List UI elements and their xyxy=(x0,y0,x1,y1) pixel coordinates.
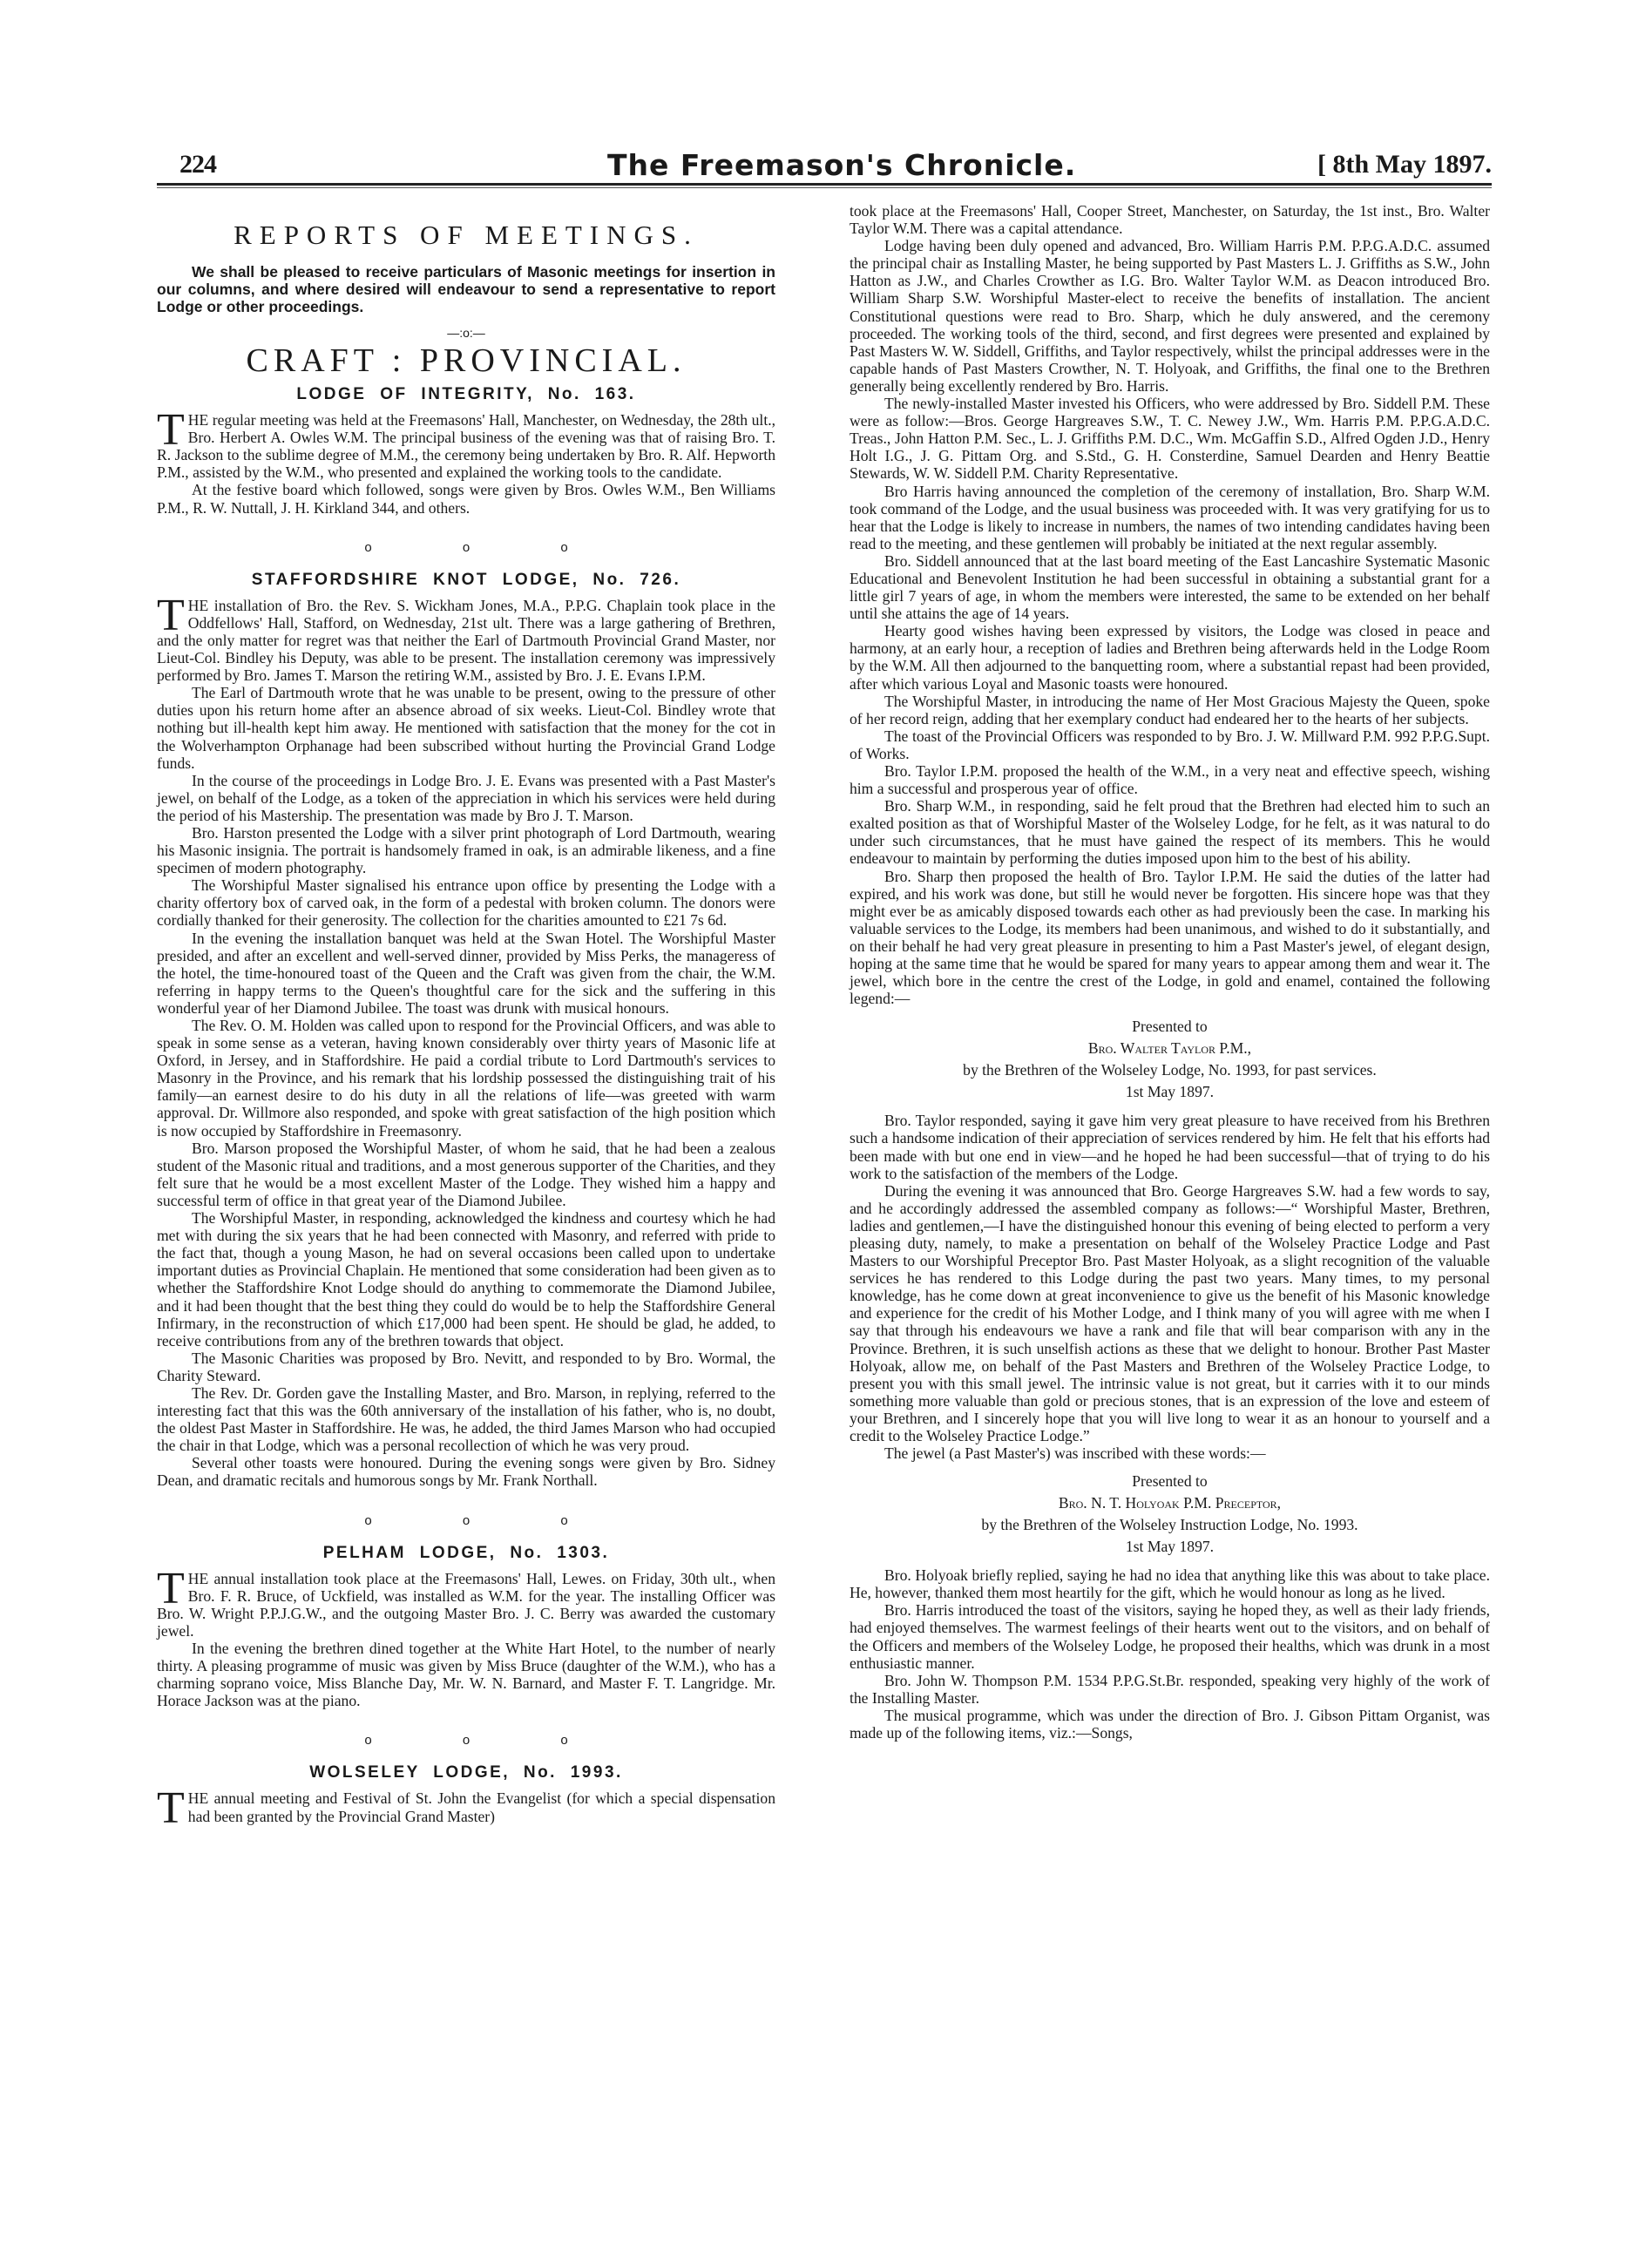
drop-cap: T xyxy=(157,1563,185,1613)
article-paragraph: In the course of the proceedings in Lodge Bro. J. E. Evans was presented with a Past Master's jewel, on behalf of the Lodge, as a token of the appreciation in which his services were held during the period of his Mastership. The presentation was made by Bro J. T. Marson. xyxy=(157,771,775,824)
section-ornament: o o o xyxy=(364,1733,612,1749)
editorial-notice: We shall be pleased to receive particulars of Masonic meetings for insertion in our columns, and where desired will endeavour to send a representative to report Lodge or other proceedings. xyxy=(157,263,775,315)
article-paragraph: The Rev. Dr. Gorden gave the Installing Master, and Bro. Marson, in replying, referred to the interesting fact that this was the 60th anniversary of the installation of his father, who is, no doubt, the oldest Past Master in Staffordshire. He was, he added, the third James Marson who had occupied the chair in that Lodge, which was a personal recollection of which he was very proud. xyxy=(157,1383,775,1455)
craft-provincial-title: CRAFT : PROVINCIAL. xyxy=(246,342,687,380)
article-paragraph: Bro. Harston presented the Lodge with a silver print photograph of Lord Dartmouth, wearing his Masonic insignia. The portrait is handsomely framed in oak, is an admirable likeness, and a fine specimen of modern photography. xyxy=(157,823,775,877)
article-paragraph: In the evening the brethren dined together at the White Hart Hotel, to the number of nearly thirty. A pleasing programme of music was given by Miss Bruce (daughter of the W.M.), who has a charming soprano voice, Miss Blanche Day, Mr. W. N. Barnard, and Master F. T. Langridge. Mr. Horace Jackson was at the piano. xyxy=(157,1640,775,1710)
column-right xyxy=(850,202,1490,1742)
article-paragraph: THE annual meeting and Festival of St. John the Evangelist (for which a special dispensation had been granted by the Provincial Grand Master) xyxy=(157,1783,775,1834)
newspaper-title: The Freemason's Chronicle. xyxy=(607,148,1077,182)
article-pelham-lodge xyxy=(157,1544,775,1710)
article-paragraph: The Worshipful Master signalised his entrance upon office by presenting the Lodge with a charity offertory box of carved oak, in the form of a pedestal with broken column. The donors were cordially thanked for their generosity. The collection for the charities amounted to £21 7s 6d. xyxy=(157,876,775,930)
article-paragraph: Bro. Sharp then proposed the health of Bro. Taylor I.P.M. He said the duties of the latter had expired, and his work was done, but still he would never be forgotten. His sincere hope was that they might ever be as amicably disposed towards each other as had previously been the case. In marking his valuable services to the Lodge, its members had been unanimous, and wished to do it substantially, and on their behalf he had very great pleasure in presenting to him a Past Master's jewel, of elegant design, hoping at the same time that he would be spared for many years to appear among them and wear it. The jewel, which bore in the centre the crest of the Lodge, in gold and enamel, contained the following legend:— xyxy=(850,867,1490,1008)
article-paragraph: Bro Harris having announced the completion of the ceremony of installation, Bro. Sharp W.M. took command of the Lodge, and the usual business was proceeded with. It was very gratifying for us to hear that the Lodge is likely to increase in numbers, the names of two intending candidates having been read to the meeting, and these gentlemen will probably be initiated at the next regular assembly. xyxy=(850,482,1490,552)
article-paragraph: Bro. Siddell announced that at the last board meeting of the East Lancashire Systematic Masonic Educational and Benevolent Institution he had been successful in obtaining a substantial grant for a little girl 7 years of age, in whom the members were interested, the same to be extended on her behalf until she attains the age of 14 years. xyxy=(850,551,1490,623)
article-paragraph: THE annual installation took place at the Freemasons' Hall, Lewes. on Friday, 30th ult., when Bro. F. R. Bruce, of Uckfield, was installed as W.M. for the year. The installing Officer was Bro. W. Wright P.P.J.G.W., and the outgoing Master Bro. J. C. Berry was awarded the customary jewel. xyxy=(157,1563,775,1640)
article-paragraph: In the evening the installation banquet was held at the Swan Hotel. The Worshipful Master presided, and after an excellent and well-served dinner, provided by Miss Perks, the manageress of the hotel, the time-honoured toast of the Queen and the Craft was given from the chair, the W.M. referring in happy terms to the Queen's thoughtful care for the sick and the suffering in this wonderful year of her Diamond Jubilee. The toast was drunk with musical honours. xyxy=(157,929,775,1017)
article-paragraph: During the evening it was announced that Bro. George Hargreaves S.W. had a few words to say, and he accordingly addressed the assembled company as follows:—“ Worshipful Master, Brethren, ladies and gentlemen,—I have the distinguished honour this evening of being elected to perform a very pleasing duty, namely, to make a presentation on behalf of the Wolseley Practice Lodge and Past Masters to our Worshipful Preceptor Bro. Past Master Holyoak, as a slight recognition of the valuable services he has rendered to this Lodge during the past two years. Many times, to my personal knowledge, has he come down at great inconvenience to give us the benefit of his Masonic knowledge and experience for the credit of his Mother Lodge, and I think many of you will agree with me when I say that through his endeavours we have a rank and file that will bear comparison with any in the Province. Brethren, it is such unselfish actions as these that we delight to honour. Brother Past Master Holyoak, allow me, on behalf of the Past Masters and Brethren of the Wolseley Practice Lodge, to present you with this small jewel. The intrinsic value is not great, but it carries with it to our minds something more valuable than gold or precious stones, that is an expression of the love and esteem of your Brethren, and I sincerely hope that you will live long to wear it as an honour to yourself and a credit to the Wolseley Practice Lodge.” xyxy=(850,1181,1490,1444)
article-paragraph: took place at the Freemasons' Hall, Cooper Street, Manchester, on Saturday, the 1st inst., Bro. Walter Taylor W.M. There was a capital attendance. xyxy=(850,202,1490,238)
article-paragraph: Hearty good wishes having been expressed by visitors, the Lodge was closed in peace and harmony, at an early hour, a reception of ladies and Brethren being afterwards held in the Lodge Room by the W.M. All then adjourned to the banquetting room, where a substantial repast had been provided, after which various Loyal and Masonic toasts were honoured. xyxy=(850,622,1490,693)
article-title: STAFFORDSHIRE KNOT LODGE, No. 726. xyxy=(251,570,681,589)
article-paragraph: Bro. Marson proposed the Worshipful Master, of whom he said, that he had been a zealous student of the Masonic ritual and traditions, and a most generous supporter of the Charities, and they felt sure that he would be a most excellent Master of the Lodge. They wished him a happy and successful term of office in that great year of the Diamond Jubilee. xyxy=(157,1139,775,1209)
article-paragraph: The newly-installed Master invested his Officers, who were addressed by Bro. Siddell P.M. These were as follow:—Bros. George Hargreaves S.W., T. C. Newey J.W., Wm. Harris P.M. P.P.G.A.D.C. Treas., John Hatton P.M. Sec., L. J. Griffiths P.M. D.C., Wm. McGaffin S.D., Alfred Ogden J.D., Henry Holt I.G., J. G. Pittam Org. and S.Std., G. H. Consterdine, Samuel Dearden and Henry Beattie Stewards, W. W. Siddell P.M. Charity Representative. xyxy=(850,395,1490,483)
article-paragraph: The Earl of Dartmouth wrote that he was unable to be present, owing to the pressure of other duties upon his return home after an absence abroad of six weeks. Lieut-Col. Bindley wrote that nothing but ill-health kept him away. He mentioned with satisfaction that the money for the cot in the Wolverhampton Orphanage had been subscribed without hurting the Provincial Grand Lodge funds. xyxy=(157,684,775,772)
article-paragraph: Lodge having been duly opened and advanced, Bro. William Harris P.M. P.P.G.A.D.C. assumed the principal chair as Installing Master, he being supported by Past Masters L. J. Griffiths as S.W., John Hatton as J.W., and Charles Crowther as I.G. Bro. Walter Taylor W.M. as Deacon introduced Bro. William Sharp S.W. Worshipful Master-elect to receive the benefits of installation. The ancient Constitutional questions were read to Bro. Sharp, which he duly answered, and the ceremony proceeded. The working tools of the third, second, and first degrees were presented and explained by Past Masters W. W. Siddell, Griffiths, and Taylor respectively, whilst the principal addresses were in the capable hands of Past Masters Crowther, N. T. Holyoak, and Griffiths, the final one to the Brethren generally being excellently rendered by Bro. Harris. xyxy=(850,237,1490,395)
jewel-inscription-holyoak: Presented to Bro. N. T. Holyoak P.M. Preceptor, by the Brethren of the Wolseley Instruction Lodge, No. 1993. 1st May 1897. xyxy=(981,1472,1358,1556)
masthead xyxy=(157,148,1492,188)
article-wolseley-lodge xyxy=(157,1763,775,1834)
article-title: WOLSELEY LODGE, No. 1993. xyxy=(309,1763,623,1782)
page-number: 224 xyxy=(179,150,216,179)
article-paragraph: The Masonic Charities was proposed by Bro. Nevitt, and responded to by Bro. Wormal, the Charity Steward. xyxy=(157,1349,775,1384)
article-paragraph: Bro. Harris introduced the toast of the visitors, saying he hoped they, as well as their lady friends, had enjoyed themselves. The warmest feelings of their hearts went out to the visitors, and on behalf of the Officers and members of the Wolseley Lodge, he proposed their healths, which was drunk in a most enthusiastic manner. xyxy=(850,1601,1490,1672)
article-paragraph: The Rev. O. M. Holden was called upon to respond for the Provincial Officers, and was able to speak in some sense as a veteran, having known considerably over thirty years of Masonic life at Oxford, in Jersey, and in Staffordshire. He paid a cordial tribute to Lord Dartmouth's services to Masonry in the Province, and his remark that his lordship possessed the distinguishing trait of his family—an earnest desire to do his duty in all the relations of life—was greeted with warm approval. Dr. Willmore also responded, and spoke with great satisfaction of the high position which is now occupied by Staffordshire in Freemasonry. xyxy=(157,1017,775,1140)
article-paragraph: Bro. Holyoak briefly replied, saying he had no idea that anything like this was about to take place. He, however, thanked them most heartily for the gift, which he would honour as long as he lived. xyxy=(850,1566,1490,1602)
drop-cap: T xyxy=(157,1783,185,1834)
article-paragraph: The Worshipful Master, in responding, acknowledged the kindness and courtesy which he had met with during the six years that he had been connected with Masonry, and referred with pride to the fact that, though a young Mason, he had on several occasions been called upon to undertake important duties as Provincial Chaplain. He mentioned that some consideration had been given as to whether the Staffordshire Knot Lodge should do anything to commemorate the Diamond Jubilee, and it had been thought that the best thing they could do would be to help the Staffordshire General Infirmary, in the reconstruction of which £17,000 had been spent. He should be glad, he added, to receive contributions from any of the brethren towards that object. xyxy=(157,1209,775,1349)
article-paragraph: The jewel (a Past Master's) was inscribed with these words:— xyxy=(884,1444,1266,1463)
article-paragraph: The Worshipful Master, in introducing the name of Her Most Gracious Majesty the Queen, spoke of her record reign, adding that her exemplary conduct had endeared her to the hearts of her subjects. xyxy=(850,692,1490,727)
section-ornament: o o o xyxy=(364,1512,612,1528)
article-paragraph: THE installation of Bro. the Rev. S. Wickham Jones, M.A., P.P.G. Chaplain took place in the Oddfellows' Hall, Stafford, on Wednesday, 21st ult. There was a large gathering of Brethren, and the only matter for regret was that neither the Earl of Dartmouth Provincial Grand Master, nor Lieut-Col. Bindley his Deputy, was able to be present. The installation ceremony was impressively performed by Bro. James T. Marson the retiring W.M., assisted by Bro. J. E. Evans I.P.M. xyxy=(157,590,775,685)
column-left xyxy=(157,202,775,1834)
article-title: LODGE OF INTEGRITY, No. 163. xyxy=(296,385,636,404)
section-ornament: o o o xyxy=(364,539,612,555)
article-paragraph: THE regular meeting was held at the Freemasons' Hall, Manchester, on Wednesday, the 28th ult., Bro. Herbert A. Owles W.M. The principal business of the evening was that of raising Bro. T. R. Jackson to the sublime degree of M.M., the ceremony being undertaken by Bro. R. Alf. Hepworth P.M., assisted by the W.M., who presented and explained the working tools to the candidate. xyxy=(157,405,775,482)
article-paragraph: The toast of the Provincial Officers was responded to by Bro. J. W. Millward P.M. 992 P.P.G.Supt. of Works. xyxy=(850,727,1490,762)
article-paragraph: Bro. John W. Thompson P.M. 1534 P.P.G.St.Br. responded, speaking very highly of the work of the Installing Master. xyxy=(850,1671,1490,1707)
article-paragraph: The musical programme, which was under the direction of Bro. J. Gibson Pittam Organist, was made up of the following items, viz.:—Songs, xyxy=(850,1706,1490,1742)
article-paragraph: Bro. Taylor I.P.M. proposed the health of the W.M., in a very neat and effective speech, wishing him a successful and prosperous year of office. xyxy=(850,762,1490,798)
section-title: REPORTS OF MEETINGS. xyxy=(234,220,699,250)
jewel-inscription-taylor: Presented to Bro. Walter Taylor P.M., by the Brethren of the Wolseley Lodge, No. 1993, for past services. 1st May 1897. xyxy=(963,1018,1377,1101)
issue-date: [ 8th May 1897. xyxy=(1317,150,1492,179)
article-paragraph: Several other toasts were honoured. During the evening songs were given by Bro. Sidney Dean, and dramatic recitals and humorous songs by Mr. Frank Northall. xyxy=(157,1454,775,1490)
header-rule xyxy=(157,183,1492,186)
article-lodge-of-integrity xyxy=(157,385,775,517)
divider-ornament: —:o:— xyxy=(447,326,485,340)
article-title: PELHAM LODGE, No. 1303. xyxy=(322,1543,610,1562)
drop-cap: T xyxy=(157,590,185,640)
drop-cap: T xyxy=(157,405,185,456)
article-paragraph: Bro. Sharp W.M., in responding, said he felt proud that the Brethren had elected him to such an exalted position as that of Worshipful Master of the Wolseley Lodge, for he felt, as it was natural to do under such circumstances, that he must have gained the respect of its members. This he would endeavour to maintain by performing the duties imposed upon him to the best of his ability. xyxy=(850,797,1490,868)
article-paragraph: At the festive board which followed, songs were given by Bros. Owles W.M., Ben Williams P.M., R. W. Nuttall, J. H. Kirkland 344, and others. xyxy=(157,481,775,517)
article-staffordshire-knot-lodge xyxy=(157,571,775,1490)
header-rule-thin xyxy=(157,187,1492,188)
article-paragraph: Bro. Taylor responded, saying it gave him very great pleasure to have received from his Brethren such a handsome indication of their appreciation of services rendered by him. He felt that his efforts had been made with but one end in view—and he hoped he had been successful—that of trying to do his work to the satisfaction of the members of the Lodge. xyxy=(850,1112,1490,1182)
